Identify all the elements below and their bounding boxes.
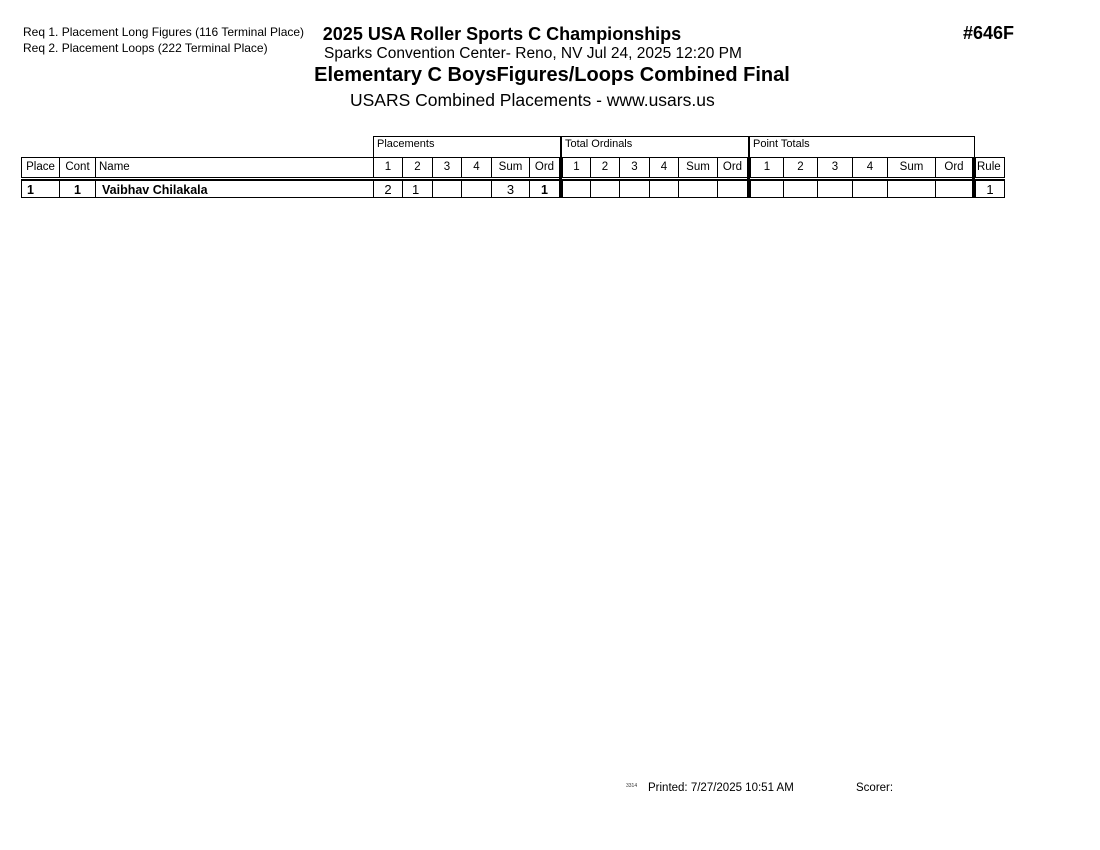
col-name: Name [95,157,374,178]
col-ordinal-1: 1 [562,157,591,178]
row-placement-sum: 3 [491,180,530,198]
col-cont: Cont [59,157,96,178]
requirement-2: Req 2. Placement Loops (222 Terminal Place) [23,41,268,55]
row-placement-1: 2 [373,180,403,198]
col-ordinal-3: 3 [619,157,650,178]
row-points-1 [750,180,784,198]
col-placement-1: 1 [373,157,403,178]
scorer-label: Scorer: [856,782,894,794]
row-rule: 1 [975,180,1005,198]
row-ordinal-2 [590,180,620,198]
row-placement-ord: 1 [529,180,560,198]
row-ordinal-3 [619,180,650,198]
venue-line: Sparks Convention Center- Reno, NV Jul 24, 2025 12:20 PM [324,45,742,62]
row-place: 1 [21,180,60,198]
group-header-total-ordinals: Total Ordinals [561,136,749,157]
row-points-3 [817,180,853,198]
col-ordinal-4: 4 [649,157,679,178]
championship-title: 2025 USA Roller Sports C Championships [322,24,682,44]
col-placement-4: 4 [461,157,492,178]
row-ordinal-4 [649,180,679,198]
row-ordinal-ord [717,180,748,198]
col-points-2: 2 [783,157,818,178]
row-cont: 1 [59,180,96,198]
col-rule: Rule [975,157,1005,178]
col-placement-sum: Sum [491,157,530,178]
col-points-1: 1 [750,157,784,178]
row-ordinal-1 [562,180,591,198]
row-points-sum [887,180,936,198]
row-skater-name: Vaibhav Chilakala [95,180,374,198]
page-subtitle: USARS Combined Placements - www.usars.us [350,90,715,110]
col-ordinal-ord: Ord [717,157,748,178]
row-ordinal-sum [678,180,718,198]
col-placement-3: 3 [432,157,462,178]
col-placement-2: 2 [402,157,433,178]
section-divider-2 [747,157,750,198]
group-header-placements: Placements [373,136,561,157]
requirement-1: Req 1. Placement Long Figures (116 Terminal Place) [23,25,305,39]
col-ordinal-sum: Sum [678,157,718,178]
col-ordinal-2: 2 [590,157,620,178]
group-header-point-totals: Point Totals [749,136,975,157]
col-points-3: 3 [817,157,853,178]
col-placement-ord: Ord [529,157,560,178]
row-placement-2: 1 [402,180,433,198]
version-code: 3314 [626,783,638,789]
col-points-ord: Ord [935,157,973,178]
row-placement-4 [461,180,492,198]
col-points-sum: Sum [887,157,936,178]
col-place: Place [21,157,60,178]
event-title: Elementary C BoysFigures/Loops Combined Final [314,64,790,86]
section-divider-1 [559,157,562,198]
row-points-ord [935,180,973,198]
printed-timestamp: Printed: 7/27/2025 10:51 AM [648,782,794,794]
event-code: #646F [963,23,1015,43]
col-points-4: 4 [852,157,888,178]
row-points-4 [852,180,888,198]
row-placement-3 [432,180,462,198]
section-divider-3 [972,157,975,198]
row-points-2 [783,180,818,198]
